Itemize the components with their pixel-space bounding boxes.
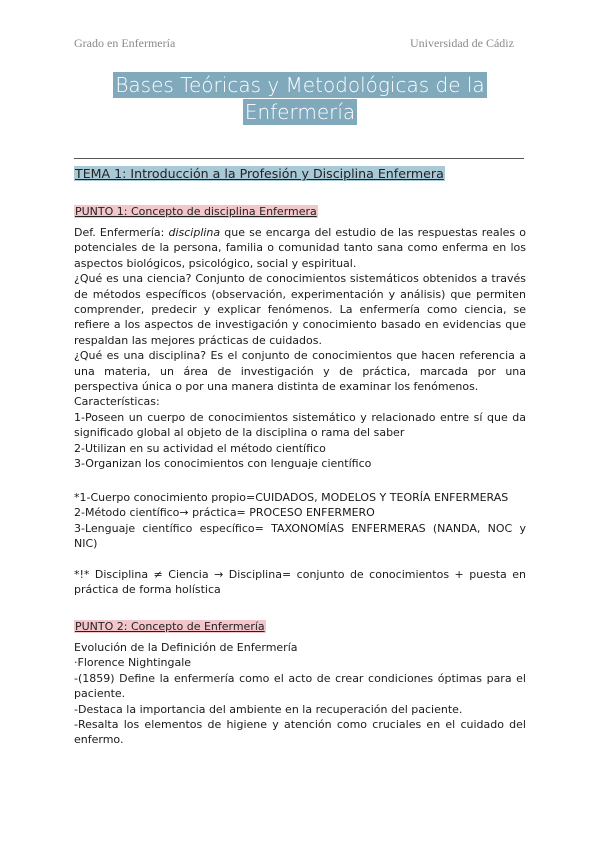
punto1-notes (74, 490, 526, 552)
punto2-line: -Destaca la importancia del ambiente en la recuperación del paciente. (74, 702, 463, 716)
header-left: Grado en Enfermería (74, 36, 176, 50)
punto1-heading: PUNTO 1: Concepto de disciplina Enfermera (75, 205, 317, 218)
ciencia-paragraph: ¿Qué es una ciencia? Conjunto de conocimientos sistemáticos obtenidos a través de métodos específicos (observación, experimentación y análisis) que permiten comprender, predecir y explicar fenómenos. La enfermería como ciencia, se refiere a los aspectos de investigación y conocimiento basado en evidencias que respaldan las mejores prácticas de cuidados. (74, 272, 526, 347)
title-line-2: Enfermería (244, 100, 356, 124)
caracteristica-item: 1-Poseen un cuerpo de conocimientos sistemático y relacionado entre sí que da significado global al objeto de la disciplina o rama del saber (74, 410, 526, 440)
punto2-line: -Resalta los elementos de higiene y atención como cruciales en el cuidado del enfermo. (74, 718, 526, 747)
note-item: 3-Lenguaje científico específico= TAXONOMÍAS ENFERMERAS (NANDA, NOC y NIC) (74, 521, 526, 551)
caracteristica-item: 3-Organizan los conocimientos con lenguaje científico (74, 457, 372, 471)
caracteristica-item: 2-Utilizan en su actividad el método científico (74, 441, 326, 455)
definition-paragraph (74, 225, 526, 271)
punto2-line: ·Florence Nightingale (74, 656, 192, 670)
note-item: *1-Cuerpo conocimiento propio=CUIDADOS, MODELOS Y TEORÍA ENFERMERAS (74, 491, 509, 504)
important-note (74, 567, 526, 598)
def-italic: disciplina (168, 226, 221, 239)
note-item: 2-Método científico→ práctica= PROCESO ENFERMERO (74, 506, 375, 520)
def-prefix: Def. Enfermería: (74, 226, 169, 239)
caracteristicas-label: Características: (74, 395, 160, 409)
punto2-line: Evolución de la Definición de Enfermería (74, 641, 298, 654)
disciplina-paragraph: ¿Qué es una disciplina? Es el conjunto de conocimientos que hacen referencia a una materia, un área de investigación y de práctica, marcada por una perspectiva única o por una manera distinta de examinar los fenómenos. (74, 349, 526, 394)
title-divider (74, 158, 524, 159)
tema-heading: TEMA 1: Introducción a la Profesión y Disciplina Enfermera (75, 166, 444, 181)
important-text: *!* Disciplina ≠ Ciencia → Disciplina= conjunto de conocimientos + puesta en práctica de forma holística (74, 568, 526, 597)
punto2-heading: PUNTO 2: Concepto de Enfermería (75, 620, 265, 633)
document-title (60, 72, 540, 126)
punto2-body (74, 640, 526, 748)
title-line-1: Bases Teóricas y Metodológicas de la (115, 73, 485, 97)
def-rest: que se encarga del estudio de las respuestas reales o potenciales de la persona, familia o comunidad tanto sana como enferma en los aspectos biológicos, psicológico, social y espiritual. (74, 226, 526, 270)
punto1-body (74, 225, 526, 472)
punto2-line: -(1859) Define la enfermería como el acto de crear condiciones óptimas para el paciente. (74, 671, 526, 701)
header-right: Universidad de Cádiz (410, 36, 514, 50)
